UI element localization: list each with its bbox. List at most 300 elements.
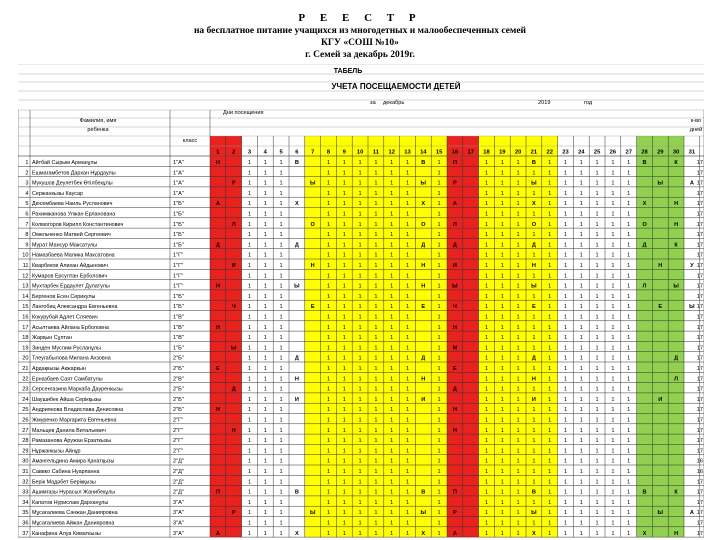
year-label: год — [584, 100, 593, 106]
days-total: 17 — [696, 345, 703, 352]
attendance-one: 1 — [374, 263, 378, 269]
attendance-one: 1 — [516, 335, 520, 342]
register-title: Р Е Е С Т Р — [298, 12, 422, 24]
attendance-one: 1 — [595, 180, 599, 187]
attendance-one: 1 — [247, 221, 252, 228]
attendance-one: 1 — [405, 499, 410, 506]
attendance-one: 1 — [548, 180, 552, 187]
attendance-one: 1 — [500, 201, 504, 208]
day-number: 25 — [593, 149, 601, 156]
attendance-one: 1 — [390, 304, 394, 311]
attendance-mark: О — [310, 221, 315, 228]
attendance-one: 1 — [437, 489, 441, 496]
name-label-sub: ребенка — [87, 127, 109, 133]
attendance-one: 1 — [279, 314, 283, 321]
year-value: 2019 — [538, 100, 551, 106]
attendance-mark: Ы — [420, 510, 427, 517]
attendance-mark: Д — [215, 242, 220, 249]
attendance-one: 1 — [548, 499, 552, 506]
attendance-one: 1 — [342, 211, 346, 218]
attendance-one: 1 — [484, 499, 489, 506]
count-label-sub: дней — [689, 127, 703, 133]
days-total: 17 — [696, 160, 703, 166]
attendance-one: 1 — [548, 263, 552, 269]
attendance-one: 1 — [595, 417, 599, 424]
attendance-one: 1 — [579, 530, 583, 537]
attendance-one: 1 — [374, 438, 378, 445]
day-number: 12 — [388, 149, 395, 156]
attendance-one: 1 — [563, 201, 568, 208]
attendance-one: 1 — [611, 499, 615, 506]
attendance-one: 1 — [611, 242, 615, 249]
attendance-one: 1 — [437, 324, 441, 331]
attendance-one: 1 — [627, 160, 631, 166]
attendance-one: 1 — [595, 448, 599, 455]
attendance-one: 1 — [579, 201, 583, 208]
attendance-one: 1 — [627, 530, 631, 537]
attendance-one: 1 — [279, 427, 283, 434]
attendance-one: 1 — [532, 252, 536, 259]
attendance-mark: И — [294, 396, 299, 403]
attendance-one: 1 — [326, 283, 331, 290]
attendance-one: 1 — [595, 489, 599, 496]
attendance-one: 1 — [405, 283, 410, 290]
attendance-one: 1 — [247, 386, 252, 393]
attendance-one: 1 — [516, 201, 520, 208]
attendance-one: 1 — [247, 499, 252, 506]
attendance-one: 1 — [532, 407, 536, 414]
attendance-one: 1 — [342, 335, 346, 342]
attendance-one: 1 — [595, 232, 599, 239]
attendance-mark: Ч — [452, 304, 457, 311]
student-name: Мальцев Данила Витальевич — [32, 427, 106, 434]
days-total: 17 — [696, 252, 703, 259]
attendance-one: 1 — [342, 479, 346, 486]
student-class: 2"Г" — [173, 438, 184, 445]
attendance-one: 1 — [437, 530, 441, 537]
attendance-one: 1 — [342, 345, 346, 352]
day-column-fill — [226, 136, 242, 537]
attendance-one: 1 — [563, 469, 568, 475]
row-number: 18 — [22, 335, 29, 342]
attendance-one: 1 — [437, 520, 441, 527]
attendance-mark: Д — [421, 355, 426, 362]
row-number: 33 — [22, 489, 29, 496]
attendance-one: 1 — [263, 407, 267, 414]
attendance-one: 1 — [437, 335, 441, 342]
attendance-one: 1 — [611, 458, 615, 465]
attendance-one: 1 — [390, 293, 394, 300]
attendance-one: 1 — [263, 304, 267, 311]
attendance-one: 1 — [437, 170, 441, 177]
attendance-one: 1 — [358, 273, 362, 280]
attendance-one: 1 — [247, 510, 252, 517]
attendance-one: 1 — [437, 479, 441, 486]
attendance-one: 1 — [548, 366, 552, 372]
attendance-one: 1 — [342, 366, 346, 372]
attendance-one: 1 — [405, 201, 410, 208]
attendance-one: 1 — [627, 427, 631, 434]
attendance-one: 1 — [405, 221, 410, 228]
attendance-one: 1 — [326, 293, 331, 300]
attendance-one: 1 — [516, 427, 520, 434]
attendance-one: 1 — [374, 293, 378, 300]
attendance-one: 1 — [579, 232, 583, 239]
attendance-mark: Д — [531, 242, 536, 249]
day-number: 7 — [311, 149, 315, 156]
attendance-one: 1 — [579, 520, 583, 527]
attendance-one: 1 — [390, 335, 394, 342]
attendance-one: 1 — [500, 489, 504, 496]
attendance-one: 1 — [484, 304, 489, 311]
attendance-one: 1 — [595, 283, 599, 290]
attendance-one: 1 — [627, 293, 631, 300]
student-class: 1"Б" — [173, 232, 184, 239]
attendance-one: 1 — [390, 252, 394, 259]
attendance-one: 1 — [627, 324, 631, 331]
attendance-mark: В — [531, 489, 536, 496]
attendance-one: 1 — [358, 304, 362, 311]
attendance-mark: Е — [453, 366, 457, 372]
attendance-one: 1 — [500, 335, 504, 342]
attendance-one: 1 — [595, 427, 599, 434]
row-number: 32 — [22, 479, 29, 486]
attendance-one: 1 — [516, 293, 520, 300]
attendance-one: 1 — [247, 180, 252, 187]
attendance-one: 1 — [500, 273, 504, 280]
attendance-mark: Ы — [531, 180, 537, 187]
days-total: 17 — [696, 489, 703, 496]
attendance-one: 1 — [263, 438, 267, 445]
attendance-one: 1 — [595, 252, 599, 259]
attendance-one: 1 — [500, 448, 504, 455]
attendance-one: 1 — [374, 448, 378, 455]
attendance-one: 1 — [437, 252, 441, 259]
attendance-one: 1 — [563, 407, 568, 414]
attendance-one: 1 — [595, 376, 599, 383]
attendance-one: 1 — [279, 510, 283, 517]
attendance-one: 1 — [263, 458, 267, 465]
attendance-one: 1 — [579, 242, 583, 249]
attendance-one: 1 — [500, 427, 504, 434]
attendance-one: 1 — [579, 469, 583, 475]
attendance-one: 1 — [279, 520, 283, 527]
row-number: 17 — [22, 324, 29, 331]
student-class: 3"А" — [173, 520, 184, 527]
attendance-one: 1 — [437, 283, 441, 290]
attendance-one: 1 — [611, 469, 615, 475]
attendance-mark: Н — [658, 263, 663, 269]
attendance-one: 1 — [500, 211, 504, 218]
attendance-one: 1 — [611, 335, 615, 342]
attendance-one: 1 — [484, 263, 489, 269]
attendance-one: 1 — [342, 386, 346, 393]
attendance-one: 1 — [563, 324, 568, 331]
attendance-one: 1 — [405, 180, 410, 187]
attendance-one: 1 — [342, 242, 346, 249]
attendance-one: 1 — [247, 273, 252, 280]
attendance-one: 1 — [516, 160, 520, 166]
student-class: 3"А" — [173, 499, 184, 506]
attendance-one: 1 — [516, 458, 520, 465]
attendance-one: 1 — [516, 304, 520, 311]
attendance-one: 1 — [390, 221, 394, 228]
attendance-one: 1 — [342, 438, 346, 445]
attendance-one: 1 — [279, 221, 283, 228]
attendance-one: 1 — [279, 489, 283, 496]
attendance-one: 1 — [595, 520, 599, 527]
attendance-one: 1 — [437, 160, 441, 166]
attendance-one: 1 — [279, 304, 283, 311]
attendance-one: 1 — [390, 448, 394, 455]
student-class: 1"А" — [173, 160, 184, 166]
attendance-one: 1 — [247, 396, 252, 403]
student-class: 1"В" — [173, 324, 184, 331]
attendance-one: 1 — [390, 520, 394, 527]
attendance-one: 1 — [627, 211, 631, 218]
attendance-one: 1 — [627, 263, 631, 269]
attendance-one: 1 — [405, 530, 410, 537]
row-number: 31 — [22, 469, 29, 475]
student-class: 2"Д" — [173, 479, 184, 486]
attendance-mark: Д — [642, 242, 647, 249]
attendance-one: 1 — [247, 355, 252, 362]
attendance-one: 1 — [326, 201, 331, 208]
day-column-fill — [305, 136, 321, 537]
attendance-one: 1 — [358, 355, 362, 362]
attendance-one: 1 — [390, 458, 394, 465]
attendance-one: 1 — [579, 190, 583, 197]
attendance-one: 1 — [500, 510, 504, 517]
attendance-one: 1 — [484, 345, 489, 352]
attendance-one: 1 — [548, 376, 552, 383]
attendance-one: 1 — [247, 427, 252, 434]
attendance-one: 1 — [437, 221, 441, 228]
attendance-one: 1 — [548, 469, 552, 475]
row-number: 3 — [25, 180, 29, 187]
attendance-one: 1 — [390, 273, 394, 280]
days-total: 17 — [696, 407, 703, 414]
attendance-one: 1 — [579, 448, 583, 455]
student-name: Ерназбаев Саят Самбатулы — [32, 376, 103, 383]
attendance-one: 1 — [563, 170, 568, 177]
attendance-one: 1 — [326, 180, 331, 187]
attendance-one: 1 — [532, 232, 536, 239]
attendance-one: 1 — [247, 489, 252, 496]
attendance-one: 1 — [611, 438, 615, 445]
attendance-one: 1 — [516, 520, 520, 527]
attendance-one: 1 — [390, 469, 394, 475]
attendance-one: 1 — [358, 469, 362, 475]
attendance-one: 1 — [437, 469, 441, 475]
attendance-one: 1 — [405, 190, 410, 197]
attendance-one: 1 — [548, 345, 552, 352]
attendance-one: 1 — [358, 520, 362, 527]
attendance-one: 1 — [326, 335, 331, 342]
student-name: Серсенгазина Мархаба Дауренкызы — [32, 386, 123, 393]
days-total: 17 — [696, 355, 703, 362]
attendance-one: 1 — [484, 221, 489, 228]
attendance-one: 1 — [263, 335, 267, 342]
student-name: Дюсембаева Наиль Русланович — [32, 201, 113, 208]
attendance-one: 1 — [579, 510, 583, 517]
attendance-one: 1 — [563, 438, 568, 445]
student-name: Мұсағалиева Сәнжан Данияровна — [32, 510, 118, 517]
day-column-fill — [668, 136, 684, 537]
attendance-mark: Ы — [294, 283, 300, 290]
attendance-one: 1 — [516, 324, 520, 331]
attendance-mark: Ы — [420, 180, 427, 187]
day-number: 19 — [499, 149, 506, 156]
attendance-one: 1 — [437, 293, 441, 300]
attendance-one: 1 — [374, 520, 378, 527]
attendance-one: 1 — [247, 232, 252, 239]
attendance-one: 1 — [611, 160, 615, 166]
attendance-one: 1 — [548, 530, 552, 537]
attendance-one: 1 — [279, 407, 283, 414]
day-number: 29 — [657, 149, 664, 156]
attendance-one: 1 — [627, 499, 631, 506]
attendance-one: 1 — [358, 510, 362, 517]
attendance-one: 1 — [532, 293, 536, 300]
attendance-one: 1 — [279, 366, 283, 372]
attendance-mark: И — [421, 396, 426, 403]
attendance-one: 1 — [358, 180, 362, 187]
attendance-one: 1 — [595, 499, 599, 506]
attendance-one: 1 — [595, 273, 599, 280]
attendance-one: 1 — [437, 263, 441, 269]
attendance-one: 1 — [595, 160, 599, 166]
attendance-mark: О — [642, 221, 647, 228]
attendance-one: 1 — [579, 263, 583, 269]
attendance-one: 1 — [247, 201, 252, 208]
attendance-mark: М — [452, 345, 458, 352]
attendance-one: 1 — [563, 335, 568, 342]
attendance-one: 1 — [390, 242, 394, 249]
attendance-one: 1 — [548, 479, 552, 486]
attendance-one: 1 — [263, 489, 267, 496]
attendance-one: 1 — [374, 221, 378, 228]
row-number: 14 — [22, 293, 29, 300]
attendance-one: 1 — [579, 170, 583, 177]
attendance-mark: П — [452, 160, 457, 166]
attendance-one: 1 — [516, 345, 520, 352]
days-total: 17 — [696, 324, 703, 331]
attendance-one: 1 — [326, 355, 331, 362]
student-class: 2"Д" — [173, 489, 184, 496]
attendance-one: 1 — [279, 273, 283, 280]
attendance-one: 1 — [358, 232, 362, 239]
attendance-one: 1 — [500, 252, 504, 259]
row-number: 5 — [25, 201, 29, 208]
attendance-one: 1 — [627, 201, 631, 208]
attendance-one: 1 — [405, 232, 410, 239]
attendance-one: 1 — [611, 407, 615, 414]
attendance-one: 1 — [358, 314, 362, 321]
attendance-one: 1 — [390, 407, 394, 414]
attendance-one: 1 — [263, 376, 267, 383]
attendance-mark: Н — [452, 407, 457, 414]
attendance-one: 1 — [342, 232, 346, 239]
day-column-fill — [652, 136, 668, 537]
attendance-one: 1 — [563, 510, 568, 517]
attendance-one: 1 — [579, 458, 583, 465]
attendance-one: 1 — [611, 376, 615, 383]
student-class: 2"Б" — [173, 386, 184, 393]
attendance-one: 1 — [247, 335, 252, 342]
attendance-one: 1 — [627, 221, 631, 228]
attendance-mark: Н — [215, 407, 220, 414]
attendance-one: 1 — [595, 366, 599, 372]
attendance-one: 1 — [437, 314, 441, 321]
day-number: 4 — [263, 149, 267, 156]
attendance-one: 1 — [390, 366, 394, 372]
attendance-one: 1 — [374, 396, 378, 403]
day-number: 26 — [609, 149, 617, 156]
attendance-one: 1 — [342, 283, 346, 290]
attendance-one: 1 — [405, 479, 410, 486]
attendance-one: 1 — [500, 304, 504, 311]
attendance-one: 1 — [532, 520, 536, 527]
attendance-one: 1 — [437, 180, 441, 187]
attendance-one: 1 — [437, 458, 441, 465]
attendance-one: 1 — [484, 427, 489, 434]
attendance-one: 1 — [595, 458, 599, 465]
attendance-mark: О — [421, 221, 426, 228]
attendance-one: 1 — [263, 520, 267, 527]
attendance-one: 1 — [279, 448, 283, 455]
attendance-one: 1 — [342, 417, 346, 424]
student-name: Лангобиц Александра Евгеньевна — [32, 304, 118, 311]
attendance-one: 1 — [342, 314, 346, 321]
attendance-one: 1 — [484, 211, 489, 218]
day-number: 2 — [232, 149, 236, 156]
student-name: Мухтарбек Ердаулет Дулатулы — [32, 283, 110, 290]
days-total: 16 — [696, 469, 703, 475]
student-class: 1"Б" — [173, 211, 184, 218]
attendance-one: 1 — [563, 479, 568, 486]
attendance-one: 1 — [516, 489, 520, 496]
student-name: Жмуренко Маргарита Евгеньевна — [32, 417, 117, 424]
day-number: 11 — [372, 149, 379, 156]
attendance-one: 1 — [516, 376, 520, 383]
attendance-one: 1 — [405, 407, 410, 414]
attendance-one: 1 — [516, 242, 520, 249]
attendance-one: 1 — [595, 396, 599, 403]
attendance-one: 1 — [500, 314, 504, 321]
row-number: 35 — [22, 510, 29, 517]
attendance-mark: Н — [421, 263, 426, 269]
attendance-one: 1 — [548, 510, 552, 517]
attendance-one: 1 — [247, 293, 252, 300]
day-number: 5 — [279, 149, 283, 156]
attendance-one: 1 — [611, 345, 615, 352]
attendance-one: 1 — [484, 170, 489, 177]
attendance-one: 1 — [437, 211, 441, 218]
attendance-one: 1 — [358, 160, 362, 166]
register-period: г. Семей за декабрь 2019г. — [305, 50, 415, 60]
attendance-one: 1 — [532, 458, 536, 465]
attendance-one: 1 — [405, 396, 410, 403]
attendance-one: 1 — [500, 293, 504, 300]
attendance-one: 1 — [548, 438, 552, 445]
attendance-one: 1 — [437, 376, 441, 383]
attendance-one: 1 — [358, 324, 362, 331]
attendance-one: 1 — [548, 273, 552, 280]
attendance-one: 1 — [484, 530, 489, 537]
days-total: 17 — [696, 304, 703, 311]
attendance-one: 1 — [358, 530, 362, 537]
